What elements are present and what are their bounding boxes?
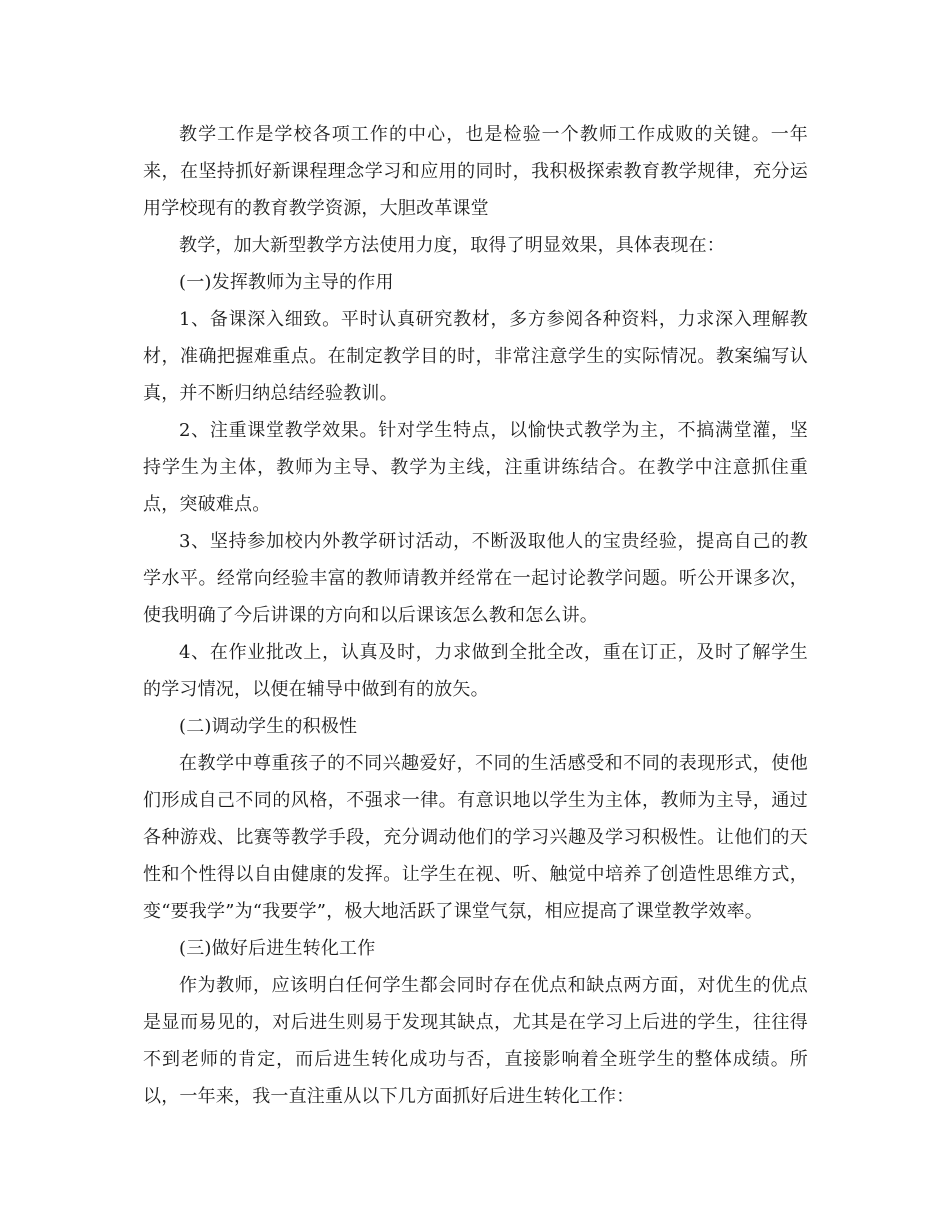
section-heading-3: (三)做好后进生转化工作 <box>179 938 376 959</box>
paragraph-intro-continued: 教学，加大新型教学方法使用力度，取得了明显效果，具体表现在： <box>179 235 725 256</box>
paragraph-item-2: 2、注重课堂教学效果。针对学生特点，以愉快式教学为主，不搞满堂灌，坚持学生为主体，教师为主导、教学为主线，注重讲练结合。在教学中注意抓住重点，突破难点。 <box>143 420 808 515</box>
paragraph-item-3: 3、坚持参加校内外教学研讨活动，不断汲取他人的宝贵经验，提高自己的教学水平。经常向经验丰富的教师请教并经常在一起讨论教学问题。听公开课多次，使我明确了今后讲课的方向和以后课该怎么教和怎么讲。 <box>143 531 808 626</box>
paragraph-section-2: 在教学中尊重孩子的不同兴趣爱好，不同的生活感受和不同的表现形式，使他们形成自己不同的风格，不强求一律。有意识地以学生为主体，教师为主导，通过各种游戏、比赛等教学手段，充分调动他们的学习兴趣及学习积极性。让他们的天性和个性得以自由健康的发挥。让学生在视、听、触觉中培养了创造性思维方式，变“要我学”为“我要学”，极大地活跃了课堂气氛，相应提高了课堂教学效率。 <box>143 753 808 922</box>
paragraph-item-1: 1、备课深入细致。平时认真研究教材，多方参阅各种资料，力求深入理解教材，准确把握难重点。在制定教学目的时，非常注意学生的实际情况。教案编写认真，并不断归纳总结经验教训。 <box>143 309 808 404</box>
paragraph-item-4: 4、在作业批改上，认真及时，力求做到全批全改，重在订正，及时了解学生的学习情况，以便在辅导中做到有的放矢。 <box>143 642 808 700</box>
document-body <box>143 116 808 1115</box>
paragraph-section-3: 作为教师，应该明白任何学生都会同时存在优点和缺点两方面，对优生的优点是显而易见的，对后进生则易于发现其缺点，尤其是在学习上后进的学生，往往得不到老师的肯定，而后进生转化成功与否，直接影响着全班学生的整体成绩。所以，一年来，我一直注重从以下几方面抓好后进生转化工作： <box>143 975 808 1107</box>
section-heading-2: (二)调动学生的积极性 <box>179 716 358 737</box>
section-heading-1: (一)发挥教师为主导的作用 <box>179 272 394 293</box>
paragraph-intro: 教学工作是学校各项工作的中心，也是检验一个教师工作成败的关键。一年来，在坚持抓好新课程理念学习和应用的同时，我积极探索教育教学规律，充分运用学校现有的教育教学资源，大胆改革课堂 <box>143 124 808 219</box>
